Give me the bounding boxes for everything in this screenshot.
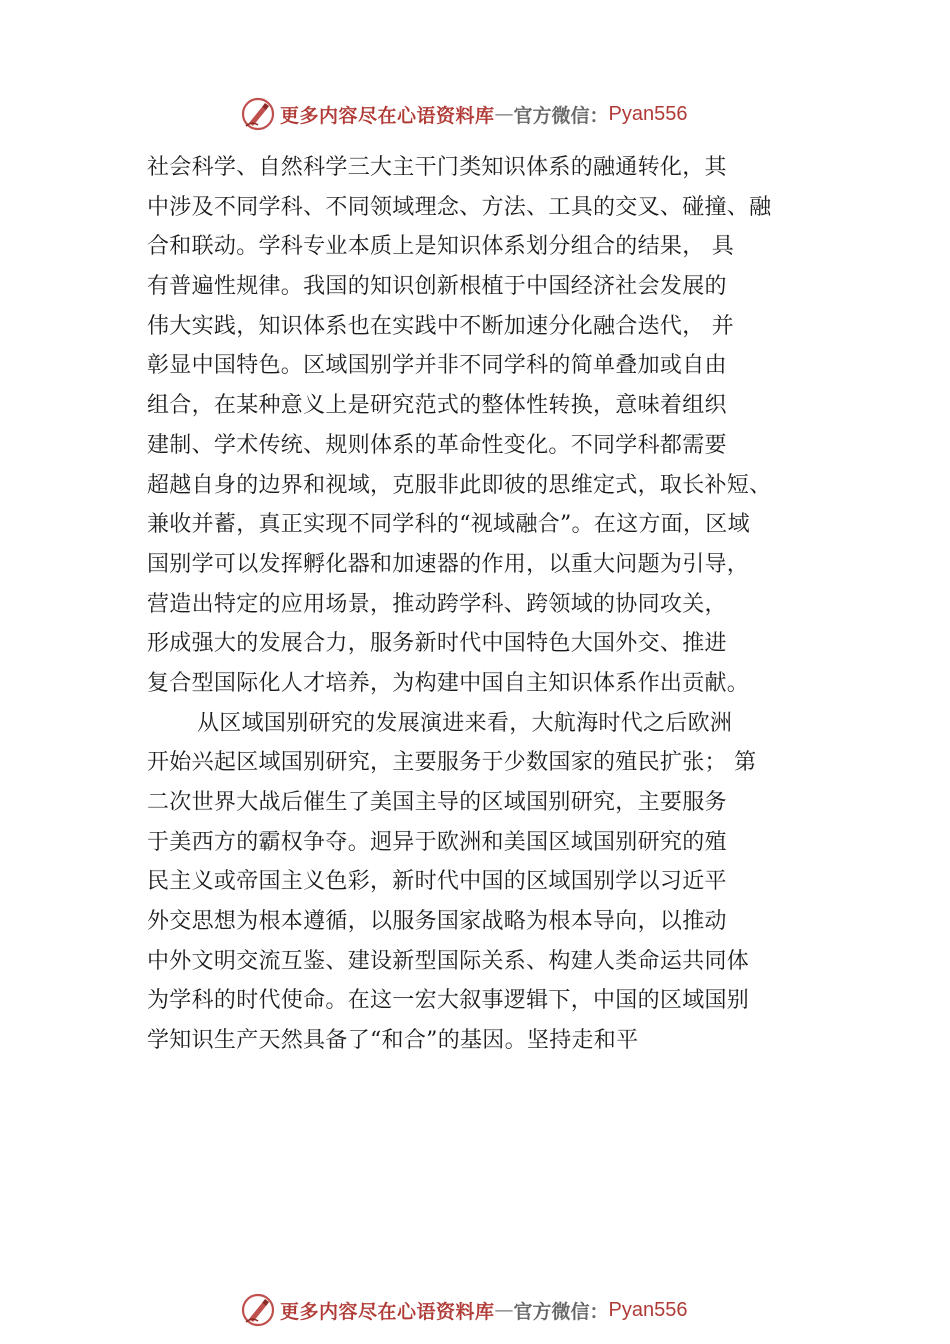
pen-nib-seal-icon <box>240 96 276 132</box>
text-line: 中涉及不同学科、不同领域理念、方法、工具的交叉、碰撞、融 <box>147 194 772 220</box>
text-line: 学知识生产天然具备了“和合”的基因。坚持走和平 <box>147 1028 639 1054</box>
footer-watermark <box>240 1290 688 1330</box>
text-line: 兼收并蓄，真正实现不同学科的“视域融合”。在这方面，区域 <box>147 512 750 538</box>
text-line: 社会科学、自然科学三大主干门类知识体系的融通转化，其 <box>147 155 727 180</box>
text-line: 民主义或帝国主义色彩，新时代中国的区域国别学以习近平 <box>147 869 727 895</box>
paragraph-first-line: 从区域国别研究的发展演进来看，大航海时代之后欧洲 <box>197 710 733 736</box>
watermark-id: Pyan556 <box>608 1298 688 1321</box>
body-text <box>147 148 847 1061</box>
text-line: 复合型国际化人才培养，为构建中国自主知识体系作出贡献。 <box>147 670 750 696</box>
text-line: 伟大实践，知识体系也在实践中不断加速分化融合迭代， 并 <box>147 313 735 339</box>
text-line: 彰显中国特色。区域国别学并非不同学科的简单叠加或自由 <box>147 353 727 379</box>
text-line: 营造出特定的应用场景，推动跨学科、跨领域的协同攻关， <box>147 591 727 617</box>
watermark-main-text: 更多内容尽在心语资料库 <box>280 104 495 127</box>
text-line: 二次世界大战后催生了美国主导的区域国别研究，主要服务 <box>147 790 727 815</box>
text-line: 超越自身的边界和视域，克服非此即彼的思维定式，取长补短、 <box>147 472 772 498</box>
text-line: 组合，在某种意义上是研究范式的整体性转换，意味着组织 <box>147 393 727 419</box>
text-line: 外交思想为根本遵循，以服务国家战略为根本导向，以推动 <box>147 909 727 935</box>
text-line: 建制、学术传统、规则体系的革命性变化。不同学科都需要 <box>147 432 727 458</box>
text-line: 国别学可以发挥孵化器和加速器的作用，以重大问题为引导， <box>147 551 750 577</box>
pen-nib-seal-icon <box>240 1292 276 1328</box>
watermark-label: 官方微信： <box>513 1300 609 1323</box>
watermark-separator: — <box>494 1299 514 1321</box>
text-line: 中外文明交流互鉴、建设新型国际关系、构建人类命运共同体 <box>147 948 750 974</box>
header-watermark <box>240 94 688 134</box>
text-line: 合和联动。学科专业本质上是知识体系划分组合的结果， 具 <box>147 234 735 260</box>
text-line: 有普遍性规律。我国的知识创新根植于中国经济社会发展的 <box>147 274 727 300</box>
text-line: 开始兴起区域国别研究，主要服务于少数国家的殖民扩张； 第 <box>147 750 757 776</box>
watermark-main-text: 更多内容尽在心语资料库 <box>280 1300 495 1323</box>
text-line: 于美西方的霸权争夺。迥异于欧洲和美国区域国别研究的殖 <box>147 829 727 855</box>
text-line: 为学科的时代使命。在这一宏大叙事逻辑下，中国的区域国别 <box>147 988 750 1014</box>
text-line: 形成强大的发展合力，服务新时代中国特色大国外交、推进 <box>147 631 727 657</box>
watermark-label: 官方微信： <box>513 104 609 127</box>
watermark-id: Pyan556 <box>608 102 688 125</box>
watermark-separator: — <box>494 103 514 125</box>
